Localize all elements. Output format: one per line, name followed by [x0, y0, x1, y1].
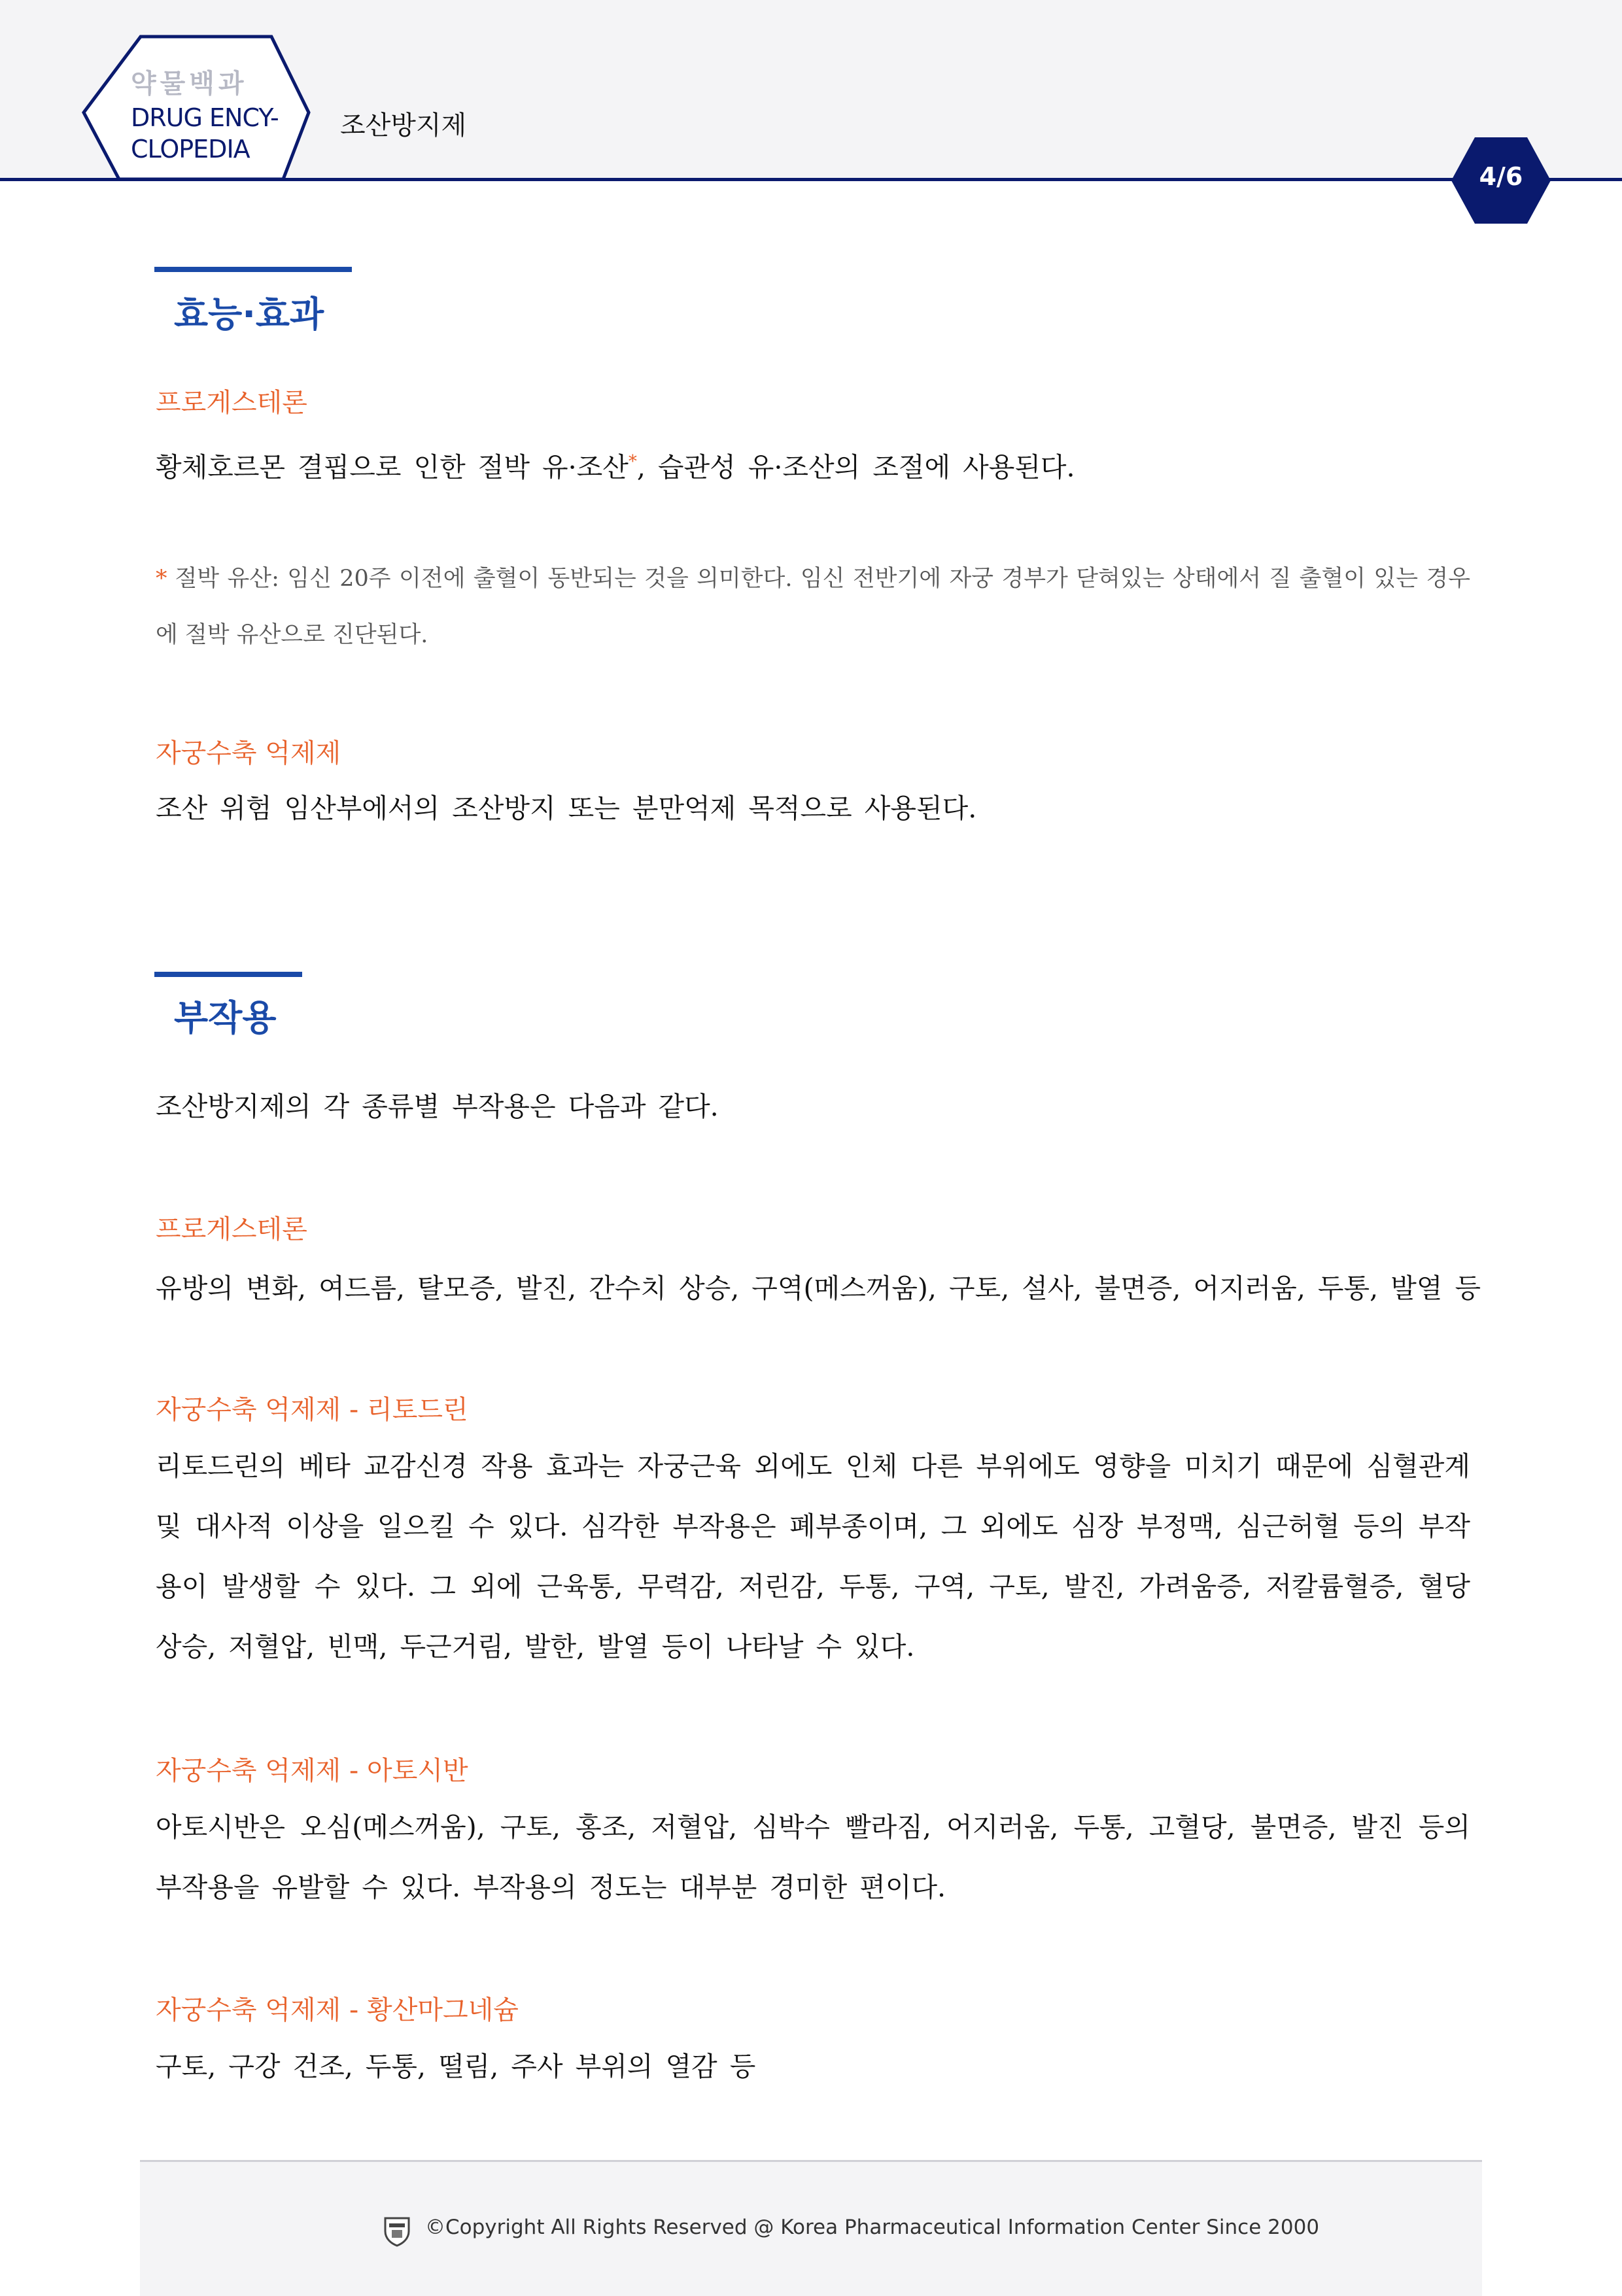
- logo-korean: 약물백과: [131, 69, 248, 99]
- subheading-tocolytic-efficacy: 자궁수축 억제제: [156, 738, 341, 768]
- efficacy-progesterone-text-part1: 황체호르몬 결핍으로 인한 절박 유·조산: [156, 451, 629, 483]
- logo-english-line2: CLOPEDIA: [131, 135, 250, 163]
- subheading-ritodrine: 자궁수축 억제제 - 리토드린: [156, 1395, 468, 1425]
- footnote-text: 절박 유산: 임신 20주 이전에 출혈이 동반되는 것을 의미한다. 임신 전반기에 자궁 경부가 닫혀있는 상태에서 질 출혈이 있는 경우에 절박 유산으로 진단된다.: [156, 566, 1470, 648]
- side-effects-progesterone-text: 유방의 변화, 여드름, 탈모증, 발진, 간수치 상승, 구역(메스꺼움), 구토, 설사, 불면증, 어지러움, 두통, 발열 등: [156, 1273, 1481, 1304]
- page-number: 4/6: [1479, 162, 1523, 191]
- section-bar-efficacy: [154, 267, 352, 272]
- footnote: [156, 551, 1470, 663]
- shield-logo-icon: [383, 2216, 411, 2247]
- logo: [131, 65, 314, 165]
- side-effects-intro: 조산방지제의 각 종류별 부작용은 다음과 같다.: [156, 1091, 719, 1122]
- efficacy-progesterone-text: [156, 432, 1470, 498]
- efficacy-progesterone-text-part2: , 습관성 유·조산의 조절에 사용된다.: [636, 451, 1075, 483]
- efficacy-tocolytic-text: 조산 위험 임산부에서의 조산방지 또는 분만억제 목적으로 사용된다.: [156, 793, 977, 824]
- header-title: 조산방지제: [340, 111, 467, 141]
- subheading-magnesium: 자궁수축 억제제 - 황산마그네슘: [156, 1995, 519, 2025]
- side-effects-ritodrine-text: 리토드린의 베타 교감신경 작용 효과는 자궁근육 외에도 인체 다른 부위에도 영향을 미치기 때문에 심혈관계 및 대사적 이상을 일으킬 수 있다. 심각한 부작용은 폐부종이며, 그 외에도 심장 부정맥, 심근허혈 등의 부작용이 발생할 수 있다. 그 외에 근육통, 무력감, 저린감, 두통, 구역, 구토, 발진, 가려움증, 저칼륨혈증, 혈당 상승, 저혈압, 빈맥, 두근거림, 발한, 발열 등이 나타날 수 있다.: [156, 1450, 1470, 1662]
- footer-copyright: ©Copyright All Rights Reserved @ Korea Pharmaceutical Information Center Since 2000: [425, 2216, 1320, 2239]
- subheading-progesterone-efficacy: 프로게스테론: [156, 388, 307, 418]
- section-bar-side-effects: [154, 972, 302, 977]
- subheading-progesterone-side-effects: 프로게스테론: [156, 1214, 307, 1244]
- logo-english-line1: DRUG ENCY-: [131, 103, 279, 132]
- footnote-star: *: [156, 566, 167, 592]
- side-effects-magnesium-text: 구토, 구강 건조, 두통, 떨림, 주사 부위의 열감 등: [156, 2051, 756, 2082]
- footnote-marker: *: [628, 452, 637, 471]
- section-title-side-effects: 부작용: [174, 997, 277, 1038]
- side-effects-atosiban-text: 아토시반은 오심(메스꺼움), 구토, 홍조, 저혈압, 심박수 빨라짐, 어지러움, 두통, 고혈당, 불면증, 발진 등의 부작용을 유발할 수 있다. 부작용의 정도는 대부분 경미한 편이다.: [156, 1811, 1470, 1903]
- subheading-atosiban: 자궁수축 억제제 - 아토시반: [156, 1756, 468, 1786]
- section-title-efficacy: 효능·효과: [174, 294, 324, 335]
